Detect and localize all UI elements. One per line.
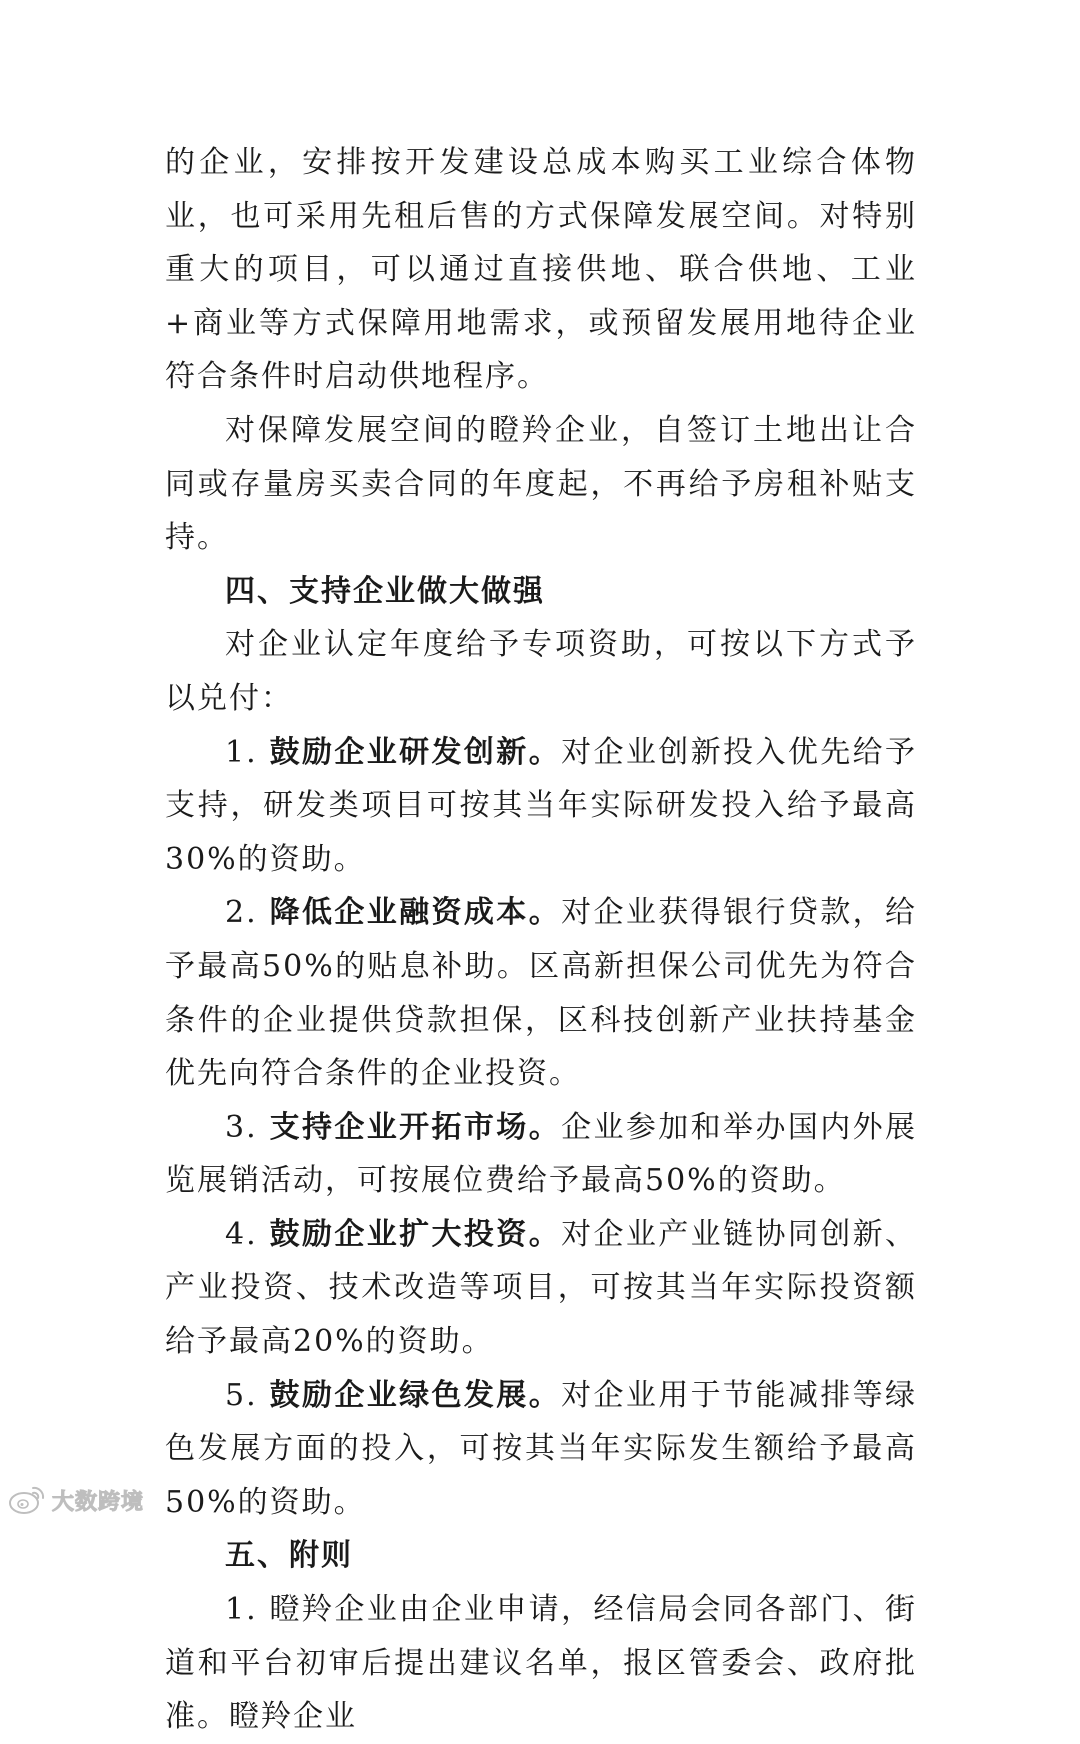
document-body [165,136,917,1744]
list-item-3 [165,1101,917,1208]
list-item-text: 对企业产业链协同创新、产业投资、技术改造等项目，可按其当年实际投资额给予最高20%的资助。 [165,1216,918,1360]
paragraph-funding-intro: 对企业认定年度给予专项资助，可按以下方式予以兑付： [165,627,917,716]
watermark [8,1482,144,1518]
list-item-number: 1. [225,734,270,770]
watermark-text: 大数跨境 [52,1489,145,1515]
list-item-4 [165,1208,917,1369]
list-item-number: 5. [225,1377,270,1413]
list-item-title: 支持企业开拓市场。 [269,1109,562,1145]
list-item-number: 3. [225,1109,270,1145]
list-item-2 [165,886,917,1100]
paragraph-space-guarantee: 对保障发展空间的瞪羚企业，自签订土地出让合同或存量房买卖合同的年度起，不再给予房租补贴支持。 [165,412,917,556]
list-item-text: 对企业用于节能减排等绿色发展方面的投入，可按其当年实际发生额给予最高50%的资助。 [165,1377,918,1520]
paragraph-application: 1. 瞪羚企业由企业申请，经信局会同各部门、街道和平台初审后提出建议名单，报区管委会、政府批准。瞪羚企业 [165,1592,917,1735]
list-item-title: 鼓励企业绿色发展。 [269,1377,562,1413]
list-item-1 [165,726,917,887]
list-item-text: 对企业获得银行贷款，给予最高50%的贴息补助。区高新担保公司优先为符合条件的企业提供贷款担保，区科技创新产业扶持基金优先向符合条件的企业投资。 [165,895,918,1092]
paragraph-continuation: 的企业，安排按开发建设总成本购买工业综合体物业，也可采用先租后售的方式保障发展空间。对特别重大的项目，可以通过直接供地、联合供地、工业+商业等方式保障用地需求，或预留发展用地待企业符合条件时启动供地程序。 [165,145,917,395]
list-item-title: 鼓励企业研发创新。 [269,734,562,770]
section-heading-5: 五、附则 [225,1538,353,1574]
list-item-5 [165,1369,917,1530]
list-item-number: 2. [225,895,270,931]
list-item-title: 降低企业融资成本。 [269,895,562,931]
list-item-title: 鼓励企业扩大投资。 [269,1216,562,1252]
section-heading-4: 四、支持企业做大做强 [225,573,545,609]
list-item-text: 企业参加和举办国内外展览展销活动，可按展位费给予最高50%的资助。 [165,1109,918,1199]
list-item-number: 4. [225,1216,270,1252]
weibo-logo-icon [8,1484,46,1516]
list-item-text: 对企业创新投入优先给予支持，研发类项目可按其当年实际研发投入给予最高30%的资助。 [165,734,918,877]
